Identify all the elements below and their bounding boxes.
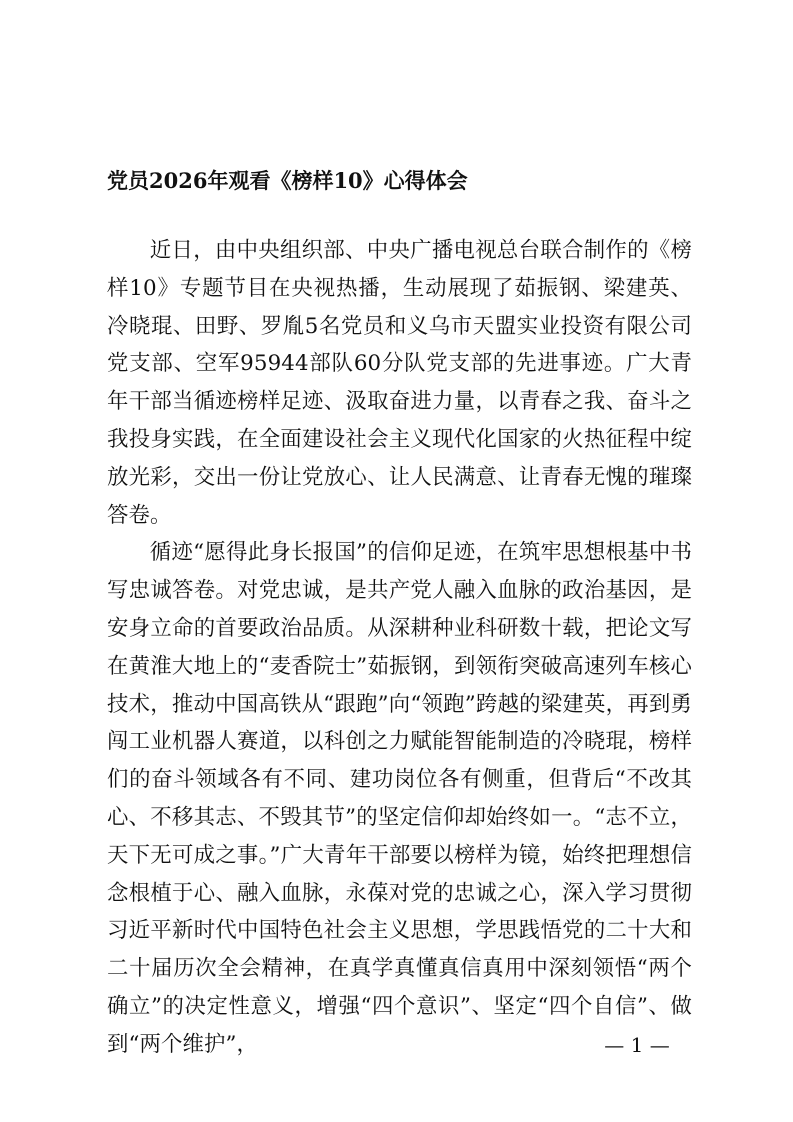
paragraph-loyalty: 循迹“愿得此身长报国”的信仰足迹，在筑牢思想根基中书写忠诚答卷。对党忠诚，是共产党人融入血脉的政治基因，是安身立命的首要政治品质。从深耕种业科研数十载，把论文写在黄淮大地上的“麦香院士”茹振钢，到领衔突破高速列车核心技术，推动中国高铁从“跟跑”向“领跑”跨越的梁建英，再到勇闯工业机器人赛道，以科创之力赋能智能制造的冷晓琨，榜样们的奋斗领域各有不同、建功岗位各有侧重，但背后“不改其心、不移其志、不毁其节”的坚定信仰却始终如一。“志不立，天下无可成之事。”广大青年干部要以榜样为镜，始终把理想信念根植于心、融入血脉，永葆对党的忠诚之心，深入学习贯彻习近平新时代中国特色社会主义思想，学思践悟党的二十大和二十届历次全会精神，在真学真懂真信真用中深刻领悟“两个确立”的决定性意义，增强“四个意识”、坚定“四个自信”、做到“两个维护”，	[107, 540, 692, 1057]
document-title: 党员2026年观看《榜样10》心得体会	[107, 168, 468, 193]
page-number: — 1 —	[604, 1033, 670, 1057]
paragraph-introduction: 近日，由中央组织部、中央广播电视总台联合制作的《榜样10》专题节目在央视热播，生动展现了茹振钢、梁建英、冷晓琨、田野、罗胤5名党员和义乌市天盟实业投资有限公司党支部、空军95944部队60分队党支部的先进事迹。广大青年干部当循迹榜样足迹、汲取奋进力量，以青春之我、奋斗之我投身实践，在全面建设社会主义现代化国家的火热征程中绽放光彩，交出一份让党放心、让人民满意、让青春无愧的璀璨答卷。	[107, 238, 692, 528]
document-body	[107, 232, 692, 1064]
